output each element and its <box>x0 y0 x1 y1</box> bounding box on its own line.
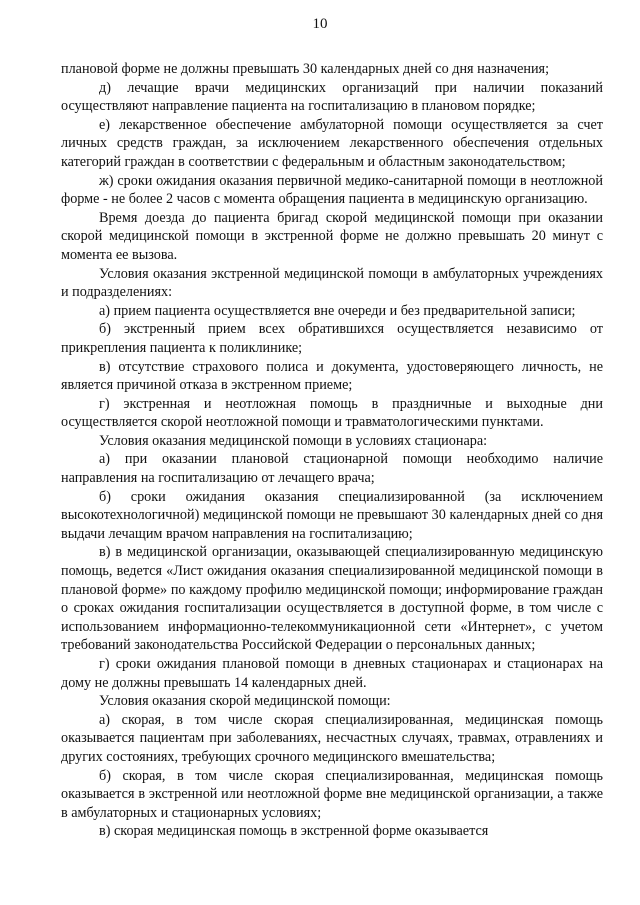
paragraph-inpatient-item-a: а) при оказании плановой стационарной помощи необходимо наличие направления на госпитализацию от лечащего врача; <box>61 451 603 487</box>
paragraph-item-e: е) лекарственное обеспечение амбулаторной помощи осуществляется за счет личных средств граждан, за исключением лекарственного обеспечения отдельных категорий граждан в соответствии с федеральным и областным законодательством; <box>61 116 603 170</box>
paragraph-item-d: д) лечащие врачи медицинских организаций при наличии показаний осуществляют направление пациента на госпитализацию в плановом порядке; <box>61 79 603 115</box>
paragraph-inpatient-item-b: б) сроки ожидания оказания специализированной (за исключением высокотехнологичной) медицинской помощи не превышают 30 календарных дней со дня выдачи лечащим врачом направления на госпитализацию; <box>61 488 603 542</box>
paragraph-emergency-outpatient-heading: Условия оказания экстренной медицинской помощи в амбулаторных учреждениях и подразделениях: <box>61 265 603 301</box>
page-number: 10 <box>312 16 328 32</box>
paragraph-emergency-item-g: г) экстренная и неотложная помощь в праздничные и выходные дни осуществляется скорой неотложной помощи и травматологическими пунктами. <box>61 395 603 431</box>
paragraph-emergency-item-b: б) экстренный прием всех обратившихся осуществляется независимо от прикрепления пациента к поликлинике; <box>61 321 603 356</box>
paragraph-inpatient-heading: Условия оказания медицинской помощи в условиях стационара: <box>99 432 488 449</box>
paragraph-ambulance-item-a: а) скорая, в том числе скорая специализированная, медицинская помощь оказывается пациентам при заболеваниях, несчастных случаях, травмах, отравлениях и других состояниях, требующих срочного медицинского вмешательства; <box>61 711 603 765</box>
document-body <box>61 60 603 841</box>
paragraph-emergency-item-a: а) прием пациента осуществляется вне очереди и без предварительной записи; <box>99 302 576 319</box>
paragraph-emergency-item-v: в) отсутствие страхового полиса и документа, удостоверяющего личность, не является причиной отказа в экстренном приеме; <box>61 358 603 394</box>
paragraph-ambulance-item-v: в) скорая медицинская помощь в экстренной форме оказывается <box>99 823 489 840</box>
paragraph-continuation: плановой форме не должны превышать 30 календарных дней со дня назначения; <box>61 61 550 77</box>
paragraph-inpatient-item-v: в) в медицинской организации, оказывающей специализированную медицинскую помощь, ведется «Лист ожидания оказания специализированной медицинской помощи в плановой форме» по каждому профилю медицинской помощи; информирование граждан о сроках ожидания госпитализации осуществляется в доступной форме, в том числе с использованием информационно-телекоммуникационной сети «Интернет», с учетом требований законодательства Российской Федерации о персональных данных; <box>61 544 603 654</box>
paragraph-ambulance-item-b: б) скорая, в том числе скорая специализированная, медицинская помощь оказывается в экстренной или неотложной форме вне медицинской организации, а также в амбулаторных и стационарных условиях; <box>61 767 603 821</box>
paragraph-item-zh: ж) сроки ожидания оказания первичной медико-санитарной помощи в неотложной форме - не более 2 часов с момента обращения пациента в медицинскую организацию. <box>61 172 603 208</box>
paragraph-inpatient-item-g: г) сроки ожидания плановой помощи в дневных стационарах и стационарах на дому не должны превышать 14 календарных дней. <box>61 656 603 691</box>
paragraph-ambulance-time: Время доезда до пациента бригад скорой медицинской помощи при оказании скорой медицинской помощи в экстренной форме не должно превышать 20 минут с момента ее вызова. <box>61 209 603 263</box>
paragraph-ambulance-heading: Условия оказания скорой медицинской помощи: <box>99 693 391 710</box>
